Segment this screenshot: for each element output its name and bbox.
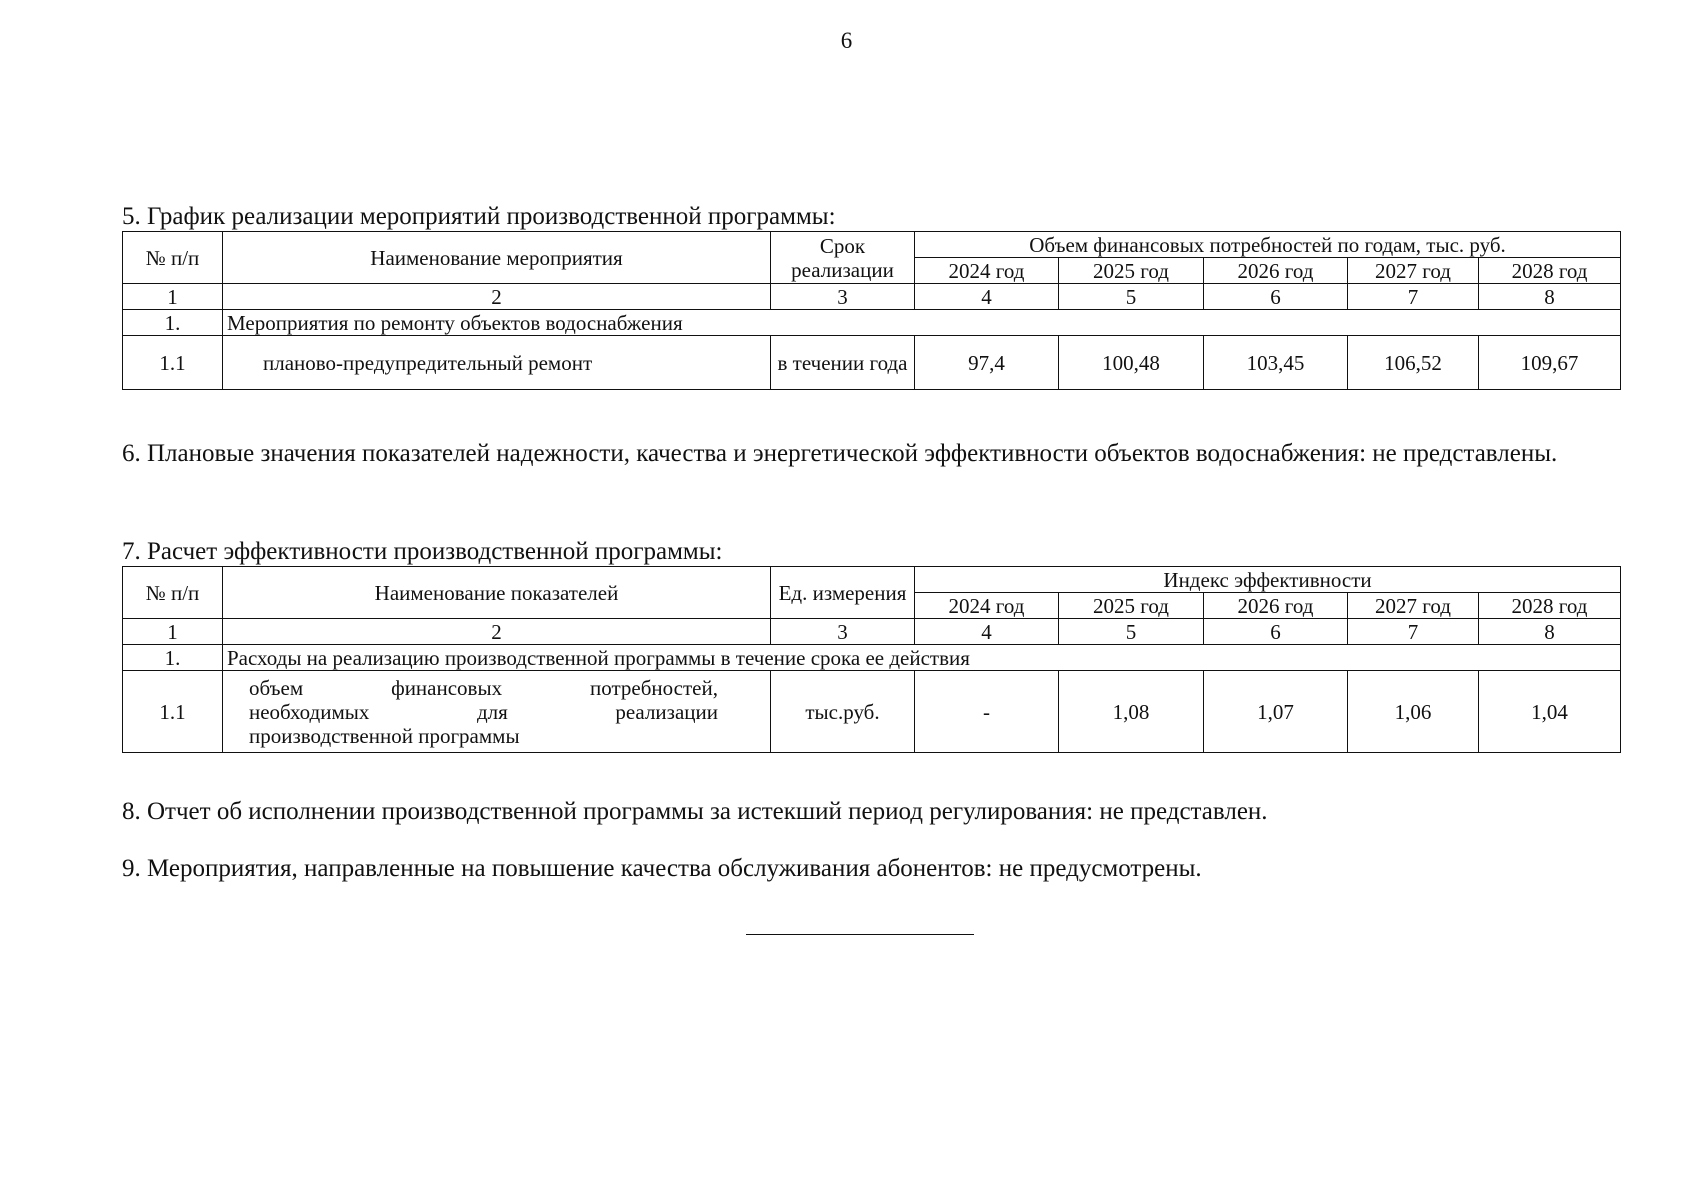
column-number: 6 — [1204, 619, 1348, 645]
group-name: Мероприятия по ремонту объектов водоснабжения — [223, 310, 1621, 336]
section-8-text: 8. Отчет об исполнении производственной программы за истекший период регулирования: не представлен. — [122, 798, 1268, 825]
header-name: Наименование мероприятия — [223, 232, 771, 284]
column-number: 7 — [1348, 619, 1479, 645]
column-number: 7 — [1348, 284, 1479, 310]
header-year: 2027 год — [1348, 593, 1479, 619]
column-numbers-row — [123, 619, 1621, 645]
row-name-line: производственной программы — [249, 723, 520, 748]
row-name-line: необходимых для реализации — [249, 699, 718, 724]
header-year: 2025 год — [1059, 593, 1204, 619]
row-value: 97,4 — [915, 336, 1059, 390]
row-unit: тыс.руб. — [771, 671, 915, 753]
header-year: 2026 год — [1204, 593, 1348, 619]
column-number: 1 — [123, 619, 223, 645]
row-value: 1,04 — [1479, 671, 1621, 753]
row-value: 100,48 — [1059, 336, 1204, 390]
column-number: 3 — [771, 619, 915, 645]
column-number: 5 — [1059, 619, 1204, 645]
row-value: 103,45 — [1204, 336, 1348, 390]
row-num: 1.1 — [123, 336, 223, 390]
section-5-title: 5. График реализации мероприятий производственной программы: — [122, 203, 836, 230]
column-number: 4 — [915, 619, 1059, 645]
row-value: 109,67 — [1479, 336, 1621, 390]
row-value: 106,52 — [1348, 336, 1479, 390]
section-7-title: 7. Расчет эффективности производственной программы: — [122, 538, 723, 565]
group-name: Расходы на реализацию производственной программы в течение срока ее действия — [223, 645, 1621, 671]
header-term: Срок реализации — [771, 232, 915, 284]
header-num: № п/п — [123, 232, 223, 284]
header-unit: Ед. измерения — [771, 567, 915, 619]
table-row — [123, 336, 1621, 390]
header-index: Индекс эффективности — [915, 567, 1621, 593]
section-6-text: 6. Плановые значения показателей надежности, качества и энергетической эффективности объектов водоснабжения: не представлены. — [122, 440, 1558, 467]
column-number: 2 — [223, 619, 771, 645]
column-number: 6 — [1204, 284, 1348, 310]
section-7 — [122, 538, 1614, 753]
section-9-text: 9. Мероприятия, направленные на повышение качества обслуживания абонентов: не предусмотрены. — [122, 855, 1202, 882]
table-row — [123, 671, 1621, 753]
row-name-line: объем финансовых потребностей, — [249, 675, 718, 700]
column-number: 8 — [1479, 284, 1621, 310]
column-number: 2 — [223, 284, 771, 310]
column-number: 3 — [771, 284, 915, 310]
row-name — [223, 671, 771, 753]
header-year: 2024 год — [915, 593, 1059, 619]
row-term: в течении года — [771, 336, 915, 390]
header-num: № п/п — [123, 567, 223, 619]
column-number: 8 — [1479, 619, 1621, 645]
column-number: 4 — [915, 284, 1059, 310]
header-year: 2028 год — [1479, 258, 1621, 284]
header-year: 2024 год — [915, 258, 1059, 284]
end-divider — [746, 934, 974, 935]
row-num: 1.1 — [123, 671, 223, 753]
row-value: 1,07 — [1204, 671, 1348, 753]
column-numbers-row — [123, 284, 1621, 310]
header-year: 2028 год — [1479, 593, 1621, 619]
header-name: Наименование показателей — [223, 567, 771, 619]
group-num: 1. — [123, 645, 223, 671]
group-row — [123, 645, 1621, 671]
row-value: - — [915, 671, 1059, 753]
group-num: 1. — [123, 310, 223, 336]
row-value: 1,08 — [1059, 671, 1204, 753]
column-number: 1 — [123, 284, 223, 310]
row-value: 1,06 — [1348, 671, 1479, 753]
header-year: 2025 год — [1059, 258, 1204, 284]
page-number: 6 — [840, 28, 853, 53]
section-5 — [122, 203, 1614, 390]
column-number: 5 — [1059, 284, 1204, 310]
row-name: планово-предупредительный ремонт — [223, 336, 771, 390]
header-finance: Объем финансовых потребностей по годам, тыс. руб. — [915, 232, 1621, 258]
group-row — [123, 310, 1621, 336]
header-year: 2026 год — [1204, 258, 1348, 284]
efficiency-table — [122, 566, 1621, 753]
schedule-table — [122, 231, 1621, 390]
header-year: 2027 год — [1348, 258, 1479, 284]
